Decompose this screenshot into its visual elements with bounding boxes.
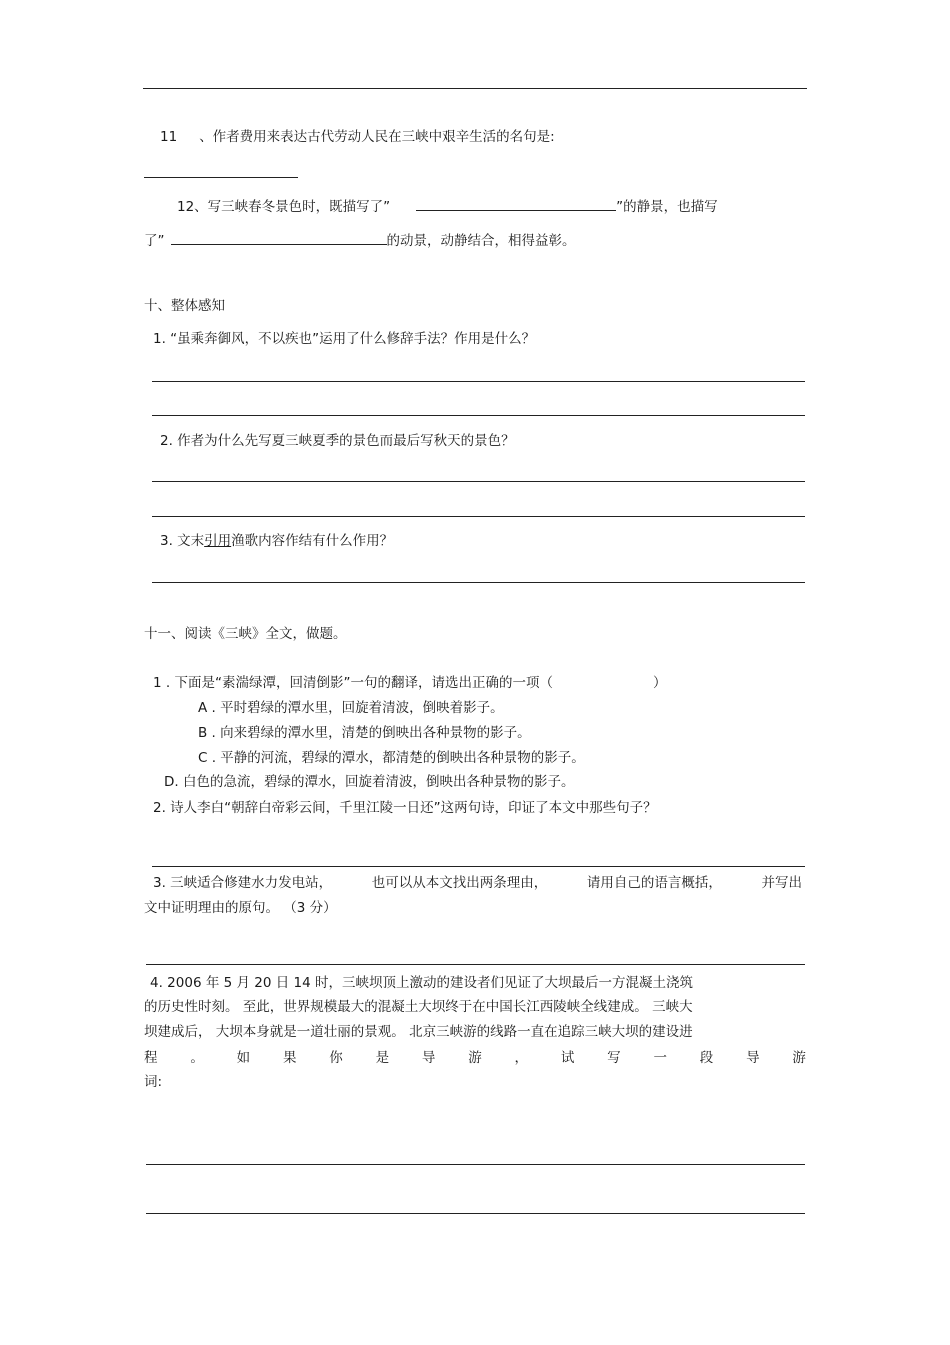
q12-line1: [177, 196, 718, 216]
section11-option-a: A . 平时碧绿的潭水里，回旋着清波，倒映着影子。: [198, 700, 504, 716]
section11-option-b: B . 向来碧绿的潭水里，清楚的倒映出各种景物的影子。: [198, 725, 531, 741]
section10-q2-answer-line-2[interactable]: [152, 516, 805, 517]
section11-q2-answer-line[interactable]: [152, 866, 805, 867]
q4-char: 导: [421, 1050, 436, 1066]
q4-char: 游: [792, 1050, 806, 1066]
section10-q2: 2. 作者为什么先写夏三峡夏季的景色而最后写秋天的景色？: [160, 433, 515, 449]
section11-option-d: D. 白色的急流，碧绿的潭水，回旋着清波，倒映出各种景物的影子。: [164, 774, 575, 790]
q4-char: 果: [282, 1050, 297, 1066]
section11-q4-line2: 的历史性时刻。 至此，世界规模最大的混凝土大坝终于在中国长江西陵峡全线建成。 三峡大: [144, 999, 693, 1015]
section10-q1: 1. “虽乘奔御风，不以疾也”运用了什么修辞手法？作用是什么？: [153, 331, 536, 347]
section11-q1-stem: [153, 674, 666, 692]
section11-q4-line3: 坝建成后， 大坝本身就是一道壮丽的景观。 北京三峡游的线路一直在追踪三峡大坝的建设进: [144, 1024, 693, 1040]
q12-line2: [144, 230, 576, 250]
q4-char: 你: [329, 1050, 343, 1066]
section11-q4-answer-line-1[interactable]: [146, 1164, 805, 1165]
section11-q3-line2: 文中证明理由的原句。 （3 分）: [144, 900, 337, 916]
q4-char: 导: [746, 1050, 760, 1066]
q11-line: [160, 128, 555, 146]
section11-q3-line1: [153, 874, 802, 892]
q12-text-a: 12、写三峡春冬景色时，既描写了”: [177, 199, 391, 215]
section11-q3-answer-line[interactable]: [146, 964, 805, 965]
q4-char: 如: [236, 1050, 251, 1066]
section10-q1-answer-line-2[interactable]: [152, 415, 805, 416]
section11-q4-line4: [144, 1049, 806, 1067]
q4-char: 是: [375, 1050, 390, 1066]
section11-title: 十一、阅读《三峡》全文，做题。: [144, 626, 347, 642]
q4-char: 段: [699, 1050, 714, 1066]
section11-q4-line1: 4. 2006 年 5 月 20 日 14 时，三峡坝顶上激动的建设者们见证了大坝最后一方混凝土浇筑: [150, 975, 694, 991]
q12-text-b: ”的静景，也描写: [616, 199, 718, 215]
section10-q3: [160, 532, 393, 550]
q11-text: 、作者费用来表达古代劳动人民在三峡中艰辛生活的名句是:: [199, 129, 555, 145]
section10-q3-text-a: 3. 文末: [160, 533, 205, 549]
q4-char: 程: [144, 1050, 158, 1066]
q4-char: 游: [468, 1050, 482, 1066]
section11-q3-part-2: 也可以从本文找出两条理由，: [371, 875, 548, 891]
q12-blank-1[interactable]: [416, 196, 616, 211]
q11-answer-blank[interactable]: [144, 177, 298, 178]
q4-char: 写: [607, 1050, 621, 1066]
section11-q3-part-3: 请用自己的语言概括，: [586, 875, 722, 891]
section11-q3-part-1: 3. 三峡适合修建水力发电站，: [153, 875, 333, 891]
q12-text-d: 的动景，动静结合，相得益彰。: [386, 233, 576, 249]
section11-q1-close: ）: [652, 675, 667, 691]
top-rule: [143, 88, 807, 89]
section10-q2-answer-line-1[interactable]: [152, 481, 805, 482]
q12-blank-2[interactable]: [171, 230, 387, 245]
q12-text-c: 了”: [144, 233, 165, 249]
section11-q1-text: 1 . 下面是“素湍绿潭，回清倒影”一句的翻译，请选出正确的一项（: [153, 675, 553, 691]
q11-number: 11: [160, 129, 178, 145]
q4-char: 试: [560, 1050, 575, 1066]
q4-char: ，: [514, 1050, 528, 1066]
section11-q4-answer-line-2[interactable]: [146, 1213, 805, 1214]
q4-char: 一: [653, 1050, 667, 1066]
section10-q3-text-b: 渔歌内容作结有什么作用？: [231, 533, 394, 549]
section11-q4-line5: 词:: [144, 1074, 163, 1090]
section11-q2: 2. 诗人李白“朝辞白帝彩云间，千里江陵一日还”这两句诗，印证了本文中那些句子？: [153, 800, 657, 816]
section10-q3-underlined: 引用: [204, 533, 232, 549]
q4-char: 。: [190, 1050, 204, 1066]
section10-q1-answer-line-1[interactable]: [152, 381, 805, 382]
section10-q3-answer-line[interactable]: [152, 582, 805, 583]
section10-title: 十、整体感知: [144, 298, 225, 314]
section11-option-c: C . 平静的河流，碧绿的潭水，都清楚的倒映出各种景物的影子。: [198, 750, 585, 766]
section11-q3-part-4: 并写出: [761, 875, 802, 891]
